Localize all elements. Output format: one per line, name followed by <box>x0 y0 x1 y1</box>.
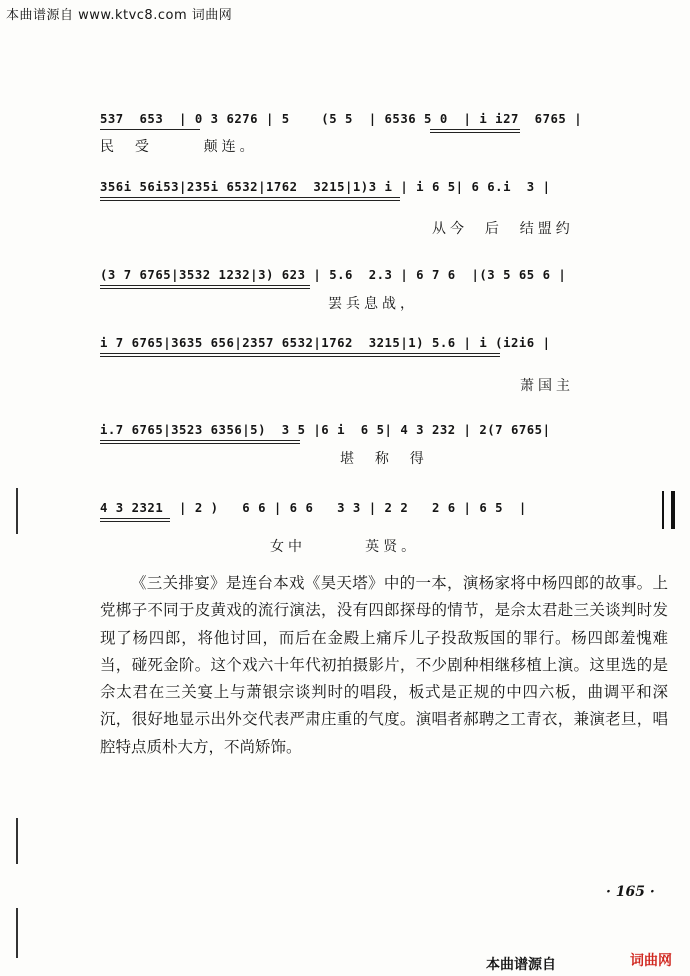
underline <box>100 353 500 354</box>
watermark-text: 本曲谱源自 www.ktvc8.com 词曲网 <box>6 8 233 23</box>
footer-text: 本曲谱源自 <box>486 957 556 973</box>
lyrics-row: 萧国主 <box>520 378 574 394</box>
underline <box>100 129 200 130</box>
underline <box>100 521 170 522</box>
underline <box>430 129 520 130</box>
notation-row: 537 653 | 0 3 6276 | 5 (5 5 | 6536 5 0 | i i27 6765 | <box>100 112 583 126</box>
margin-mark <box>16 818 18 864</box>
notation-row: 356i 56i53|235i 6532|1762 3215|1)3 i | i 6 5| 6 6.i 3 | <box>100 180 551 194</box>
underline <box>100 288 310 289</box>
footer-logo: 词曲网 <box>630 953 672 969</box>
underline <box>100 285 310 286</box>
underline <box>100 197 400 198</box>
lyrics-row: 民 受 颠连。 <box>100 139 258 155</box>
underline <box>100 518 170 519</box>
underline <box>100 440 300 441</box>
margin-mark <box>16 488 18 534</box>
notation-row: i 7 6765|3635 656|2357 6532|1762 3215|1) 5.6 | i (i2i6 | <box>100 336 551 350</box>
notation-row: i.7 6765|3523 6356|5) 3 5 |6 i 6 5| 4 3 232 | 2(7 6765| <box>100 423 551 437</box>
page-number: · 165 · <box>606 884 655 900</box>
lyrics-row: 从今 后 结盟约 <box>432 221 574 237</box>
notation-row: (3 7 6765|3532 1232|3) 623 | 5.6 2.3 | 6 7 6 |(3 5 65 6 | <box>100 268 567 282</box>
lyrics-row: 堪 称 得 <box>340 451 428 467</box>
margin-mark <box>16 908 18 958</box>
final-barline <box>662 491 675 529</box>
underline <box>430 132 520 133</box>
notation-row: 4 3 2321 | 2 ) 6 6 | 6 6 3 3 | 2 2 2 6 | 6 5 | <box>100 501 527 515</box>
lyrics-row: 罢兵息战， <box>328 296 418 312</box>
commentary-paragraph: 《三关排宴》是连台本戏《昊天塔》中的一本，演杨家将中杨四郎的故事。上党梆子不同于皮黄戏的流行演法，没有四郎探母的情节，是佘太君赴三关谈判时发现了杨四郎，将他讨回，而后在金殿上痛斥儿子投敌叛国的罪行。杨四郎羞愧难当，碰死金阶。这个戏六十年代初拍摄影片，不少剧种相继移植上演。这里选的是佘太君在三关宴上与萧银宗谈判时的唱段，板式是正规的中四六板，曲调平和深沉，很好地显示出外交代表严肃庄重的气度。演唱者郝聘之工青衣，兼演老旦，唱腔特点质朴大方，不尚矫饰。 <box>100 574 668 756</box>
underline <box>100 443 300 444</box>
underline <box>100 200 400 201</box>
lyrics-row: 女中 英贤。 <box>270 539 420 555</box>
underline <box>100 356 500 357</box>
